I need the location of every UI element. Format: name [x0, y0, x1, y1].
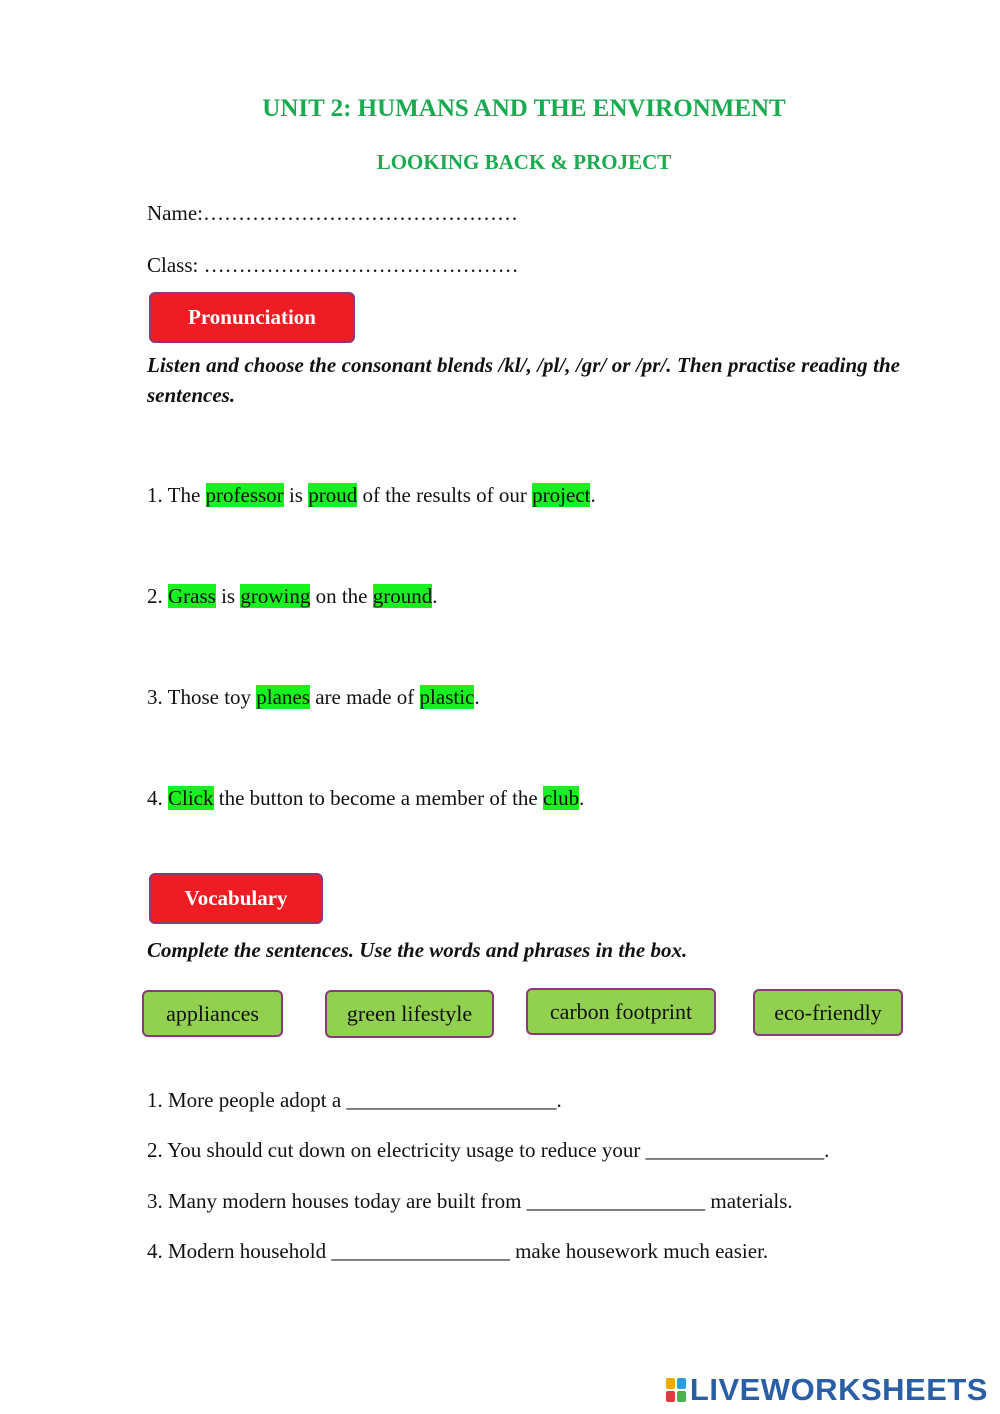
sentence-text: is [215, 584, 241, 608]
liveworksheets-logo [666, 1372, 988, 1408]
vocabulary-sentence-3: 3. Many modern houses today are built from _________________ materials. [147, 1189, 793, 1213]
vocabulary-instruction: Complete the sentences. Use the words and phrases in the box. [147, 938, 688, 962]
highlighted-word: club [542, 786, 580, 810]
word-box-green-lifestyle[interactable]: green lifestyle [325, 990, 494, 1038]
sentence-text: of the results of our [357, 483, 533, 507]
pronunciation-instruction: Listen and choose the consonant blends /kl/, /pl/, /gr/ or /pr/. Then practise reading the sentences. [147, 353, 900, 407]
sentence-text: is [283, 483, 309, 507]
logo-text: LIVEWORKSHEETS [689, 1372, 988, 1407]
highlighted-word: proud [308, 483, 358, 507]
class-field: Class: ……………………………………… [147, 253, 519, 277]
vocabulary-sentence-1: 1. More people adopt a ____________________. [147, 1088, 562, 1112]
vocabulary-sentence-4: 4. Modern household _________________ make housework much easier. [147, 1239, 769, 1263]
word-box-appliances[interactable]: appliances [142, 990, 283, 1037]
worksheet-subtitle: LOOKING BACK & PROJECT [376, 150, 672, 174]
vocabulary-section-button: Vocabulary [149, 873, 323, 924]
vocabulary-sentence-2: 2. You should cut down on electricity usage to reduce your _________________. [147, 1138, 830, 1162]
highlighted-word: growing [240, 584, 311, 608]
highlighted-word: planes [256, 685, 310, 709]
sentence-text: on the [310, 584, 373, 608]
highlighted-word: professor [205, 483, 284, 507]
sentence-text: . [432, 584, 438, 608]
sentence-text: . [590, 483, 596, 507]
pronunciation-sentence-4 [147, 786, 584, 811]
name-field: Name:……………………………………… [147, 201, 518, 225]
pronunciation-sentence-3 [147, 685, 480, 710]
sentence-text: . [474, 685, 480, 709]
sentence-text: 4. [147, 786, 168, 810]
highlighted-word: Grass [168, 584, 216, 608]
pronunciation-sentence-1 [147, 483, 596, 508]
word-box-eco-friendly[interactable]: eco-friendly [753, 989, 903, 1036]
worksheet-title: UNIT 2: HUMANS AND THE ENVIRONMENT [262, 95, 786, 122]
sentence-text: 2. [147, 584, 168, 608]
pronunciation-sentence-2 [147, 584, 438, 609]
sentence-text: 3. Those toy [147, 685, 257, 709]
highlighted-word: Click [168, 786, 214, 810]
sentence-text: the button to become a member of the [213, 786, 543, 810]
highlighted-word: plastic [419, 685, 475, 709]
highlighted-word: ground [372, 584, 433, 608]
sentence-text: 1. The [147, 483, 206, 507]
word-box-carbon-footprint[interactable]: carbon footprint [526, 988, 716, 1035]
highlighted-word: project [532, 483, 591, 507]
logo-icon [666, 1378, 686, 1402]
pronunciation-section-button: Pronunciation [149, 292, 355, 343]
sentence-text: . [579, 786, 585, 810]
sentence-text: are made of [309, 685, 420, 709]
